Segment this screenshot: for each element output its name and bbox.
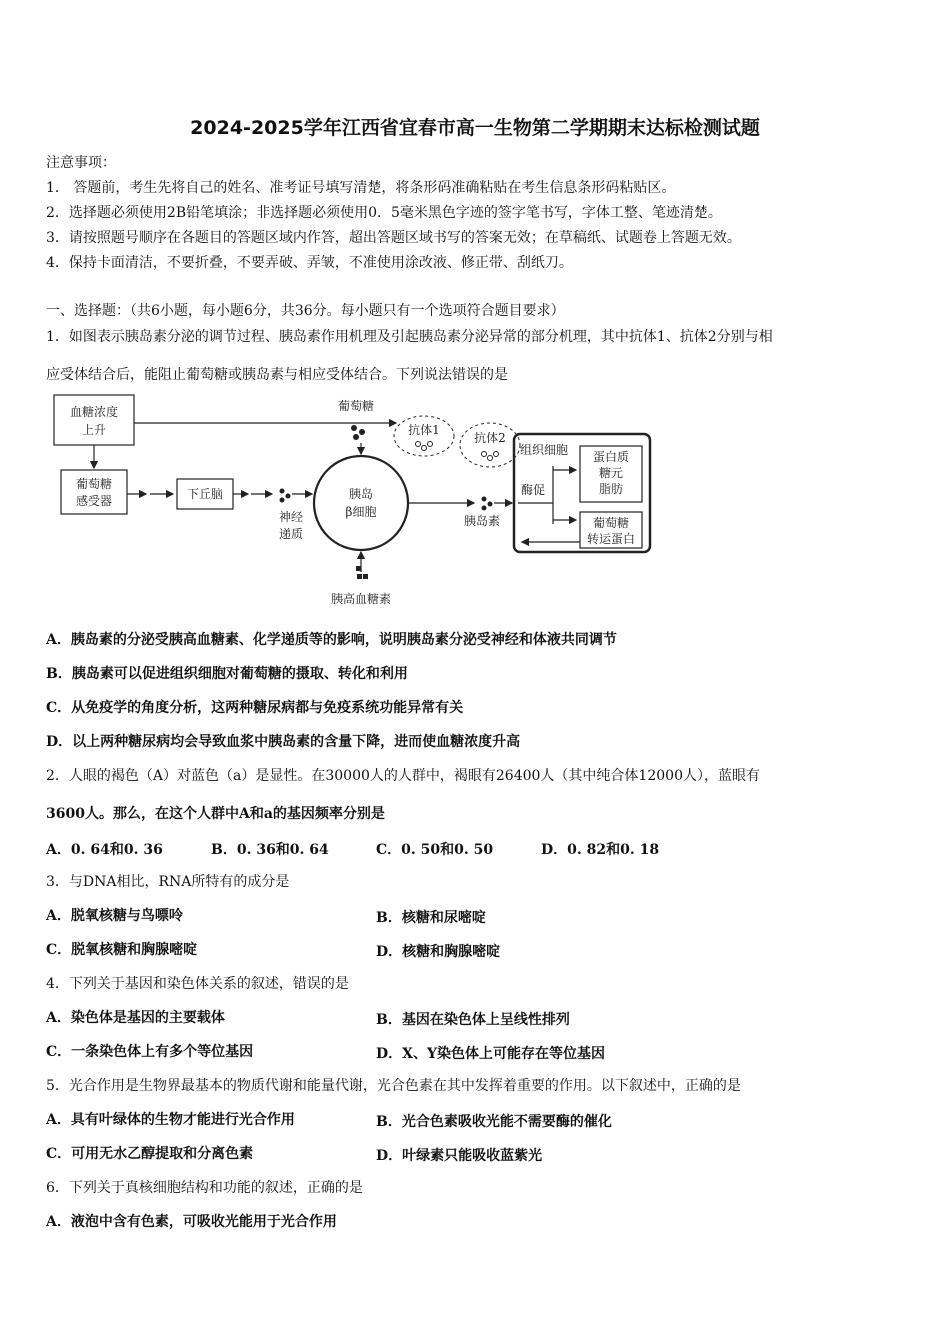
antibody1-icon	[416, 442, 433, 451]
insulin-regulation-diagram	[46, 388, 666, 613]
antibody2-label: 抗体2	[474, 431, 506, 445]
q1-option-d[interactable]: D．以上两种糖尿病均会导致血浆中胰岛素的含量下降，进而使血糖浓度升高	[46, 734, 521, 750]
q4-option-a[interactable]: A．染色体是基因的主要载体	[46, 1010, 225, 1026]
q4-option-b[interactable]: B．基因在染色体上呈线性排列	[376, 1012, 570, 1028]
q4-option-d[interactable]: D．X、Y染色体上可能存在等位基因	[376, 1046, 605, 1062]
page-title: 2024-2025学年江西省宜春市高一生物第二学期期末达标检测试题	[190, 117, 760, 139]
q1-option-c[interactable]: C．从免疫学的角度分析，这两种糖尿病都与免疫系统功能异常有关	[46, 700, 464, 716]
glucose-rise-label: 血糖浓度	[69, 405, 119, 419]
neurotransmitter-label: 神经	[278, 510, 304, 524]
q2-option-c[interactable]: C．0. 50和0. 50	[376, 842, 494, 858]
transporter-label: 葡萄糖	[592, 516, 630, 530]
glucagon-label: 胰高血糖素	[330, 592, 392, 606]
glucose-rise-box	[54, 395, 134, 445]
q2-stem-line1: 2．人眼的褐色（A）对蓝色（a）是显性。在30000人的人群中，褐眼有26400人（其中纯合体12000人），蓝眼有	[46, 768, 760, 784]
q1-option-a[interactable]: A．胰岛素的分泌受胰高血糖素、化学递质等的影响，说明胰岛素分泌受神经和体液共同调节	[46, 632, 617, 648]
antibody2-icon	[482, 452, 499, 461]
q3-stem: 3．与DNA相比，RNA所特有的成分是	[46, 874, 290, 890]
neurotransmitter-label: 递质	[278, 527, 304, 541]
tissue-cell-label: 组织细胞	[519, 443, 569, 457]
q3-option-a[interactable]: A．脱氧核糖与鸟嘌呤	[46, 908, 183, 924]
q3-option-c[interactable]: C．脱氧核糖和胸腺嘧啶	[46, 942, 198, 958]
glucose-molecule-icon	[351, 425, 365, 440]
q5-option-d[interactable]: D．叶绿素只能吸收蓝紫光	[376, 1148, 543, 1164]
beta-cell-label: 胰岛	[348, 487, 374, 501]
glucose-receptor-label: 葡萄糖	[75, 477, 113, 491]
q5-option-b[interactable]: B．光合色素吸收光能不需要酶的催化	[376, 1114, 612, 1130]
q6-stem: 6．下列关于真核细胞结构和功能的叙述，正确的是	[46, 1180, 363, 1196]
note-item: 4．保持卡面清洁，不要折叠，不要弄破、弄皱，不准使用涂改液、修正带、刮纸刀。	[46, 255, 573, 271]
enzyme-promote-label: 酶促	[520, 483, 546, 497]
q4-option-c[interactable]: C．一条染色体上有多个等位基因	[46, 1044, 254, 1060]
q1-stem-line1: 1．如图表示胰岛素分泌的调节过程、胰岛素作用机理及引起胰岛素分泌异常的部分机理，其中抗体1、抗体2分别与相	[46, 329, 773, 345]
transporter-label: 转运蛋白	[586, 532, 636, 546]
q4-stem: 4．下列关于基因和染色体关系的叙述，错误的是	[46, 976, 349, 992]
q2-option-b[interactable]: B．0. 36和0. 64	[211, 842, 329, 858]
note-item: 2．选择题必须使用2B铅笔填涂；非选择题必须使用0．5毫米黑色字迹的签字笔书写，字体工整、笔迹清楚。	[46, 205, 722, 221]
beta-cell-circle	[314, 456, 408, 550]
neurotransmitter-icon	[280, 489, 291, 503]
section-heading: 一、选择题：（共6小题，每小题6分，共36分。每小题只有一个选项符合题目要求）	[46, 303, 565, 319]
product-protein: 蛋白质	[592, 450, 630, 464]
q3-option-d[interactable]: D．核糖和胸腺嘧啶	[376, 944, 501, 960]
note-item: 3．请按照题号顺序在各题目的答题区域内作答，超出答题区域书写的答案无效；在草稿纸、试题卷上答题无效。	[46, 230, 741, 246]
glucose-label: 葡萄糖	[337, 399, 375, 413]
hypothalamus-label: 下丘脑	[186, 487, 224, 501]
q5-stem: 5．光合作用是生物界最基本的物质代谢和能量代谢，光合色素在其中发挥着重要的作用。以下叙述中，正确的是	[46, 1078, 741, 1094]
glucose-receptor-label: 感受器	[75, 494, 113, 508]
insulin-label: 胰岛素	[463, 514, 501, 528]
q2-stem-line2: 3600人。那么，在这个人群中A和a的基因频率分别是	[46, 806, 385, 822]
q2-option-a[interactable]: A．0. 64和0. 36	[46, 842, 163, 858]
note-item: 1． 答题前，考生先将自己的姓名、准考证号填写清楚，将条形码准确粘贴在考生信息条形码粘贴区。	[46, 180, 676, 196]
q1-option-b[interactable]: B．胰岛素可以促进组织细胞对葡萄糖的摄取、转化和利用	[46, 666, 408, 682]
q5-option-a[interactable]: A．具有叶绿体的生物才能进行光合作用	[46, 1112, 295, 1128]
glucose-rise-label: 上升	[81, 423, 107, 437]
glucagon-molecule-icon	[356, 566, 368, 579]
q6-option-a[interactable]: A．液泡中含有色素，可吸收光能用于光合作用	[46, 1214, 337, 1230]
notes-heading: 注意事项：	[46, 155, 116, 171]
q1-stem-line2: 应受体结合后，能阻止葡萄糖或胰岛素与相应受体结合。下列说法错误的是	[46, 367, 508, 383]
insulin-molecule-icon	[482, 497, 493, 511]
product-fat: 脂肪	[598, 482, 624, 496]
q5-option-c[interactable]: C．可用无水乙醇提取和分离色素	[46, 1146, 254, 1162]
q3-option-b[interactable]: B．核糖和尿嘧啶	[376, 910, 486, 926]
beta-cell-label: β细胞	[345, 505, 377, 519]
q2-option-d[interactable]: D．0. 82和0. 18	[541, 842, 660, 858]
antibody1-label: 抗体1	[408, 423, 440, 437]
q2-options-row	[46, 839, 659, 859]
product-glycogen: 糖元	[598, 466, 624, 480]
